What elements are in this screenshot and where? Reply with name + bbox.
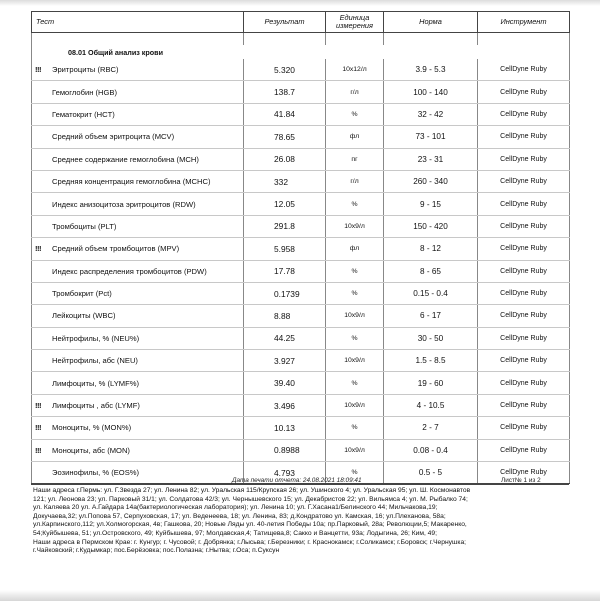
norm-range: 3.9 - 5.3	[384, 59, 478, 81]
header-test: Тест	[32, 12, 244, 33]
norm-range: 9 - 15	[384, 193, 478, 215]
table-row	[32, 350, 570, 372]
test-cell	[32, 81, 244, 103]
result-value: 5.958	[244, 238, 326, 260]
norm-range: 0.08 - 0.4	[384, 439, 478, 461]
unit-value: %	[326, 282, 384, 304]
unit-value: пг	[326, 148, 384, 170]
instrument-name: CellDyne Ruby	[478, 126, 570, 148]
result-value: 12.05	[244, 193, 326, 215]
result-value: 39.40	[244, 372, 326, 394]
test-name: Среднее содержание гемоглобина (MCH)	[52, 154, 199, 164]
test-cell	[32, 103, 244, 125]
test-name: Тромбоциты (PLT)	[52, 221, 117, 231]
group-row	[32, 45, 570, 59]
test-cell	[32, 394, 244, 416]
norm-range: 260 - 340	[384, 170, 478, 192]
test-cell	[32, 282, 244, 304]
test-cell	[32, 126, 244, 148]
result-value: 0.1739	[244, 282, 326, 304]
table-row	[32, 417, 570, 439]
instrument-name: CellDyne Ruby	[478, 260, 570, 282]
test-name: Эозинофилы, % (EOS%)	[52, 468, 140, 478]
print-date: Дата печати отчета: 24.08.2021 18:09:41	[232, 477, 362, 484]
table-header-row	[32, 12, 570, 33]
norm-range: 0.5 - 5	[384, 462, 478, 484]
table-row	[32, 439, 570, 461]
norm-range: 2 - 7	[384, 417, 478, 439]
addresses-block	[33, 487, 569, 556]
result-value: 4.793	[244, 462, 326, 484]
page-shadow-bottom	[0, 590, 600, 601]
spacer-cell	[32, 33, 244, 46]
norm-range: 100 - 140	[384, 81, 478, 103]
instrument-name: CellDyne Ruby	[478, 462, 570, 484]
test-name: Нейтрофилы, абс (NEU)	[52, 356, 138, 366]
instrument-name: CellDyne Ruby	[478, 193, 570, 215]
test-name: Гематокрит (HCT)	[52, 109, 115, 119]
norm-range: 8 - 65	[384, 260, 478, 282]
test-cell	[32, 260, 244, 282]
header-unit-line1: Единица	[339, 13, 370, 22]
group-title-cell	[32, 45, 570, 59]
norm-range: 23 - 31	[384, 148, 478, 170]
test-cell	[32, 215, 244, 237]
address-line: ул.Карпинского,112; ул.Холмогорская, 4в; Гашкова, 20; Новые Ляды ул. 40-летия Победы 10а; пр.Парковый, 28а; Революции,5; Макаренко,	[33, 521, 467, 529]
unit-value: %	[326, 193, 384, 215]
unit-value: г/л	[326, 81, 384, 103]
unit-value: %	[326, 327, 384, 349]
result-value: 3.496	[244, 394, 326, 416]
instrument-name: CellDyne Ruby	[478, 305, 570, 327]
result-value: 78.65	[244, 126, 326, 148]
abnormal-flag: !!!	[35, 423, 42, 433]
results-table	[31, 11, 570, 484]
test-cell	[32, 193, 244, 215]
test-cell	[32, 327, 244, 349]
header-instrument: Инструмент	[478, 12, 570, 33]
test-name: Моноциты, абс (MON)	[52, 445, 130, 455]
result-value: 17.78	[244, 260, 326, 282]
table-row	[32, 193, 570, 215]
table-row	[32, 81, 570, 103]
result-value: 291.8	[244, 215, 326, 237]
test-name: Средний объем тромбоцитов (MPV)	[52, 244, 180, 254]
header-unit	[326, 12, 384, 33]
spacer-cell	[478, 33, 570, 46]
instrument-name: CellDyne Ruby	[478, 439, 570, 461]
address-line: г.Чайковский; г.Кудымкар; пос.Берёзовка; пос.Полазна; г.Нытва; г.Оса; п.Суксун	[33, 547, 280, 555]
unit-value: %	[326, 372, 384, 394]
abnormal-flag: !!!	[35, 401, 42, 411]
address-line: Докучаева,32; ул.Попова 57, Серпуховская, 17; ул. Веденеева, 18; ул. Ленина, 83; д.Кондратово ул. Камская, 16; ул.Плеханова, 58а;	[33, 512, 446, 520]
unit-value: г/л	[326, 170, 384, 192]
test-name: Средний объем эритроцита (MCV)	[52, 132, 175, 142]
test-cell	[32, 439, 244, 461]
test-name: Лейкоциты (WBC)	[52, 311, 116, 321]
test-name: Нейтрофилы, % (NEU%)	[52, 333, 140, 343]
test-cell	[32, 170, 244, 192]
unit-value: %	[326, 103, 384, 125]
test-cell	[32, 238, 244, 260]
table-row	[32, 327, 570, 349]
unit-value: 10x9/л	[326, 305, 384, 327]
table-row	[32, 305, 570, 327]
instrument-name: CellDyne Ruby	[478, 238, 570, 260]
address-line: Наши адреса в Пермском Крае: г. Кунгур; г. Чусовой; г. Добрянка; г.Лысьва; г.Березники; г. Краснокамск; г.Соликамск; г.Боровск; г.Чернушка;	[33, 538, 467, 546]
result-value: 8.88	[244, 305, 326, 327]
instrument-name: CellDyne Ruby	[478, 81, 570, 103]
spacer-cell	[384, 33, 478, 46]
test-name: Индекс распределения тромбоцитов (PDW)	[52, 266, 207, 276]
test-cell	[32, 148, 244, 170]
unit-value: 10x9/л	[326, 350, 384, 372]
result-value: 41.84	[244, 103, 326, 125]
norm-range: 6 - 17	[384, 305, 478, 327]
table-row	[32, 170, 570, 192]
unit-value: %	[326, 462, 384, 484]
instrument-name: CellDyne Ruby	[478, 327, 570, 349]
table-row	[32, 59, 570, 81]
test-name: Моноциты, % (MON%)	[52, 423, 132, 433]
header-norm: Норма	[384, 12, 478, 33]
test-name: Лимфоциты , абс (LYMF)	[52, 401, 140, 411]
spacer-cell	[244, 33, 326, 46]
test-cell	[32, 350, 244, 372]
unit-value: фл	[326, 126, 384, 148]
abnormal-flag: !!!	[35, 244, 42, 254]
norm-range: 4 - 10.5	[384, 394, 478, 416]
test-name: Эритроциты (RBC)	[52, 65, 119, 75]
header-unit-line2: измерения	[336, 21, 373, 30]
page-shadow-top	[0, 0, 600, 6]
footer-divider	[31, 484, 569, 485]
address-line: 54;Куйбышева, 51; ул.Островского, 49; Куйбышева, 97; Молдавская,4; Татищева,8; Сакко и Ванцетти, 93а; Лодыгина, 26; Ким, 49;	[33, 529, 437, 537]
result-value: 5.320	[244, 59, 326, 81]
norm-range: 0.15 - 0.4	[384, 282, 478, 304]
table-row	[32, 394, 570, 416]
table-row	[32, 126, 570, 148]
instrument-name: CellDyne Ruby	[478, 372, 570, 394]
unit-value: 10x12/л	[326, 59, 384, 81]
test-name: Индекс анизоцитоза эритроцитов (RDW)	[52, 199, 196, 209]
test-cell	[32, 305, 244, 327]
unit-value: фл	[326, 238, 384, 260]
norm-range: 30 - 50	[384, 327, 478, 349]
instrument-name: CellDyne Ruby	[478, 148, 570, 170]
test-name: Гемоглобин (HGB)	[52, 87, 118, 97]
table-row	[32, 260, 570, 282]
norm-range: 19 - 60	[384, 372, 478, 394]
address-line: ул. Каляева 20 ул. А.Гайдара 14а(бактериологическая лаборатория); ул. Ленина 10; ул. Г.Хасана1/Белинского 44; Мильчакова,19;	[33, 504, 438, 512]
instrument-name: CellDyne Ruby	[478, 394, 570, 416]
lab-report	[31, 11, 569, 484]
sheet-number: Лист№ 1 из 2	[501, 477, 541, 484]
table-row	[32, 103, 570, 125]
address-line: Наши адреса г.Пермь: ул. Г.Звезда 27; ул. Ленина 82; ул. Уральская 115/Крупская 26; ул. Ушинского 4; ул. Уральская 95; ул. Ш. Космонавтов	[33, 487, 471, 494]
result-value: 0.8988	[244, 439, 326, 461]
norm-range: 150 - 420	[384, 215, 478, 237]
table-row	[32, 215, 570, 237]
unit-value: %	[326, 417, 384, 439]
test-name: Тромбокрит (Pct)	[52, 289, 112, 299]
norm-range: 8 - 12	[384, 238, 478, 260]
instrument-name: CellDyne Ruby	[478, 59, 570, 81]
instrument-name: CellDyne Ruby	[478, 350, 570, 372]
test-name: Лимфоциты, % (LYMF%)	[52, 378, 140, 388]
result-value: 3.927	[244, 350, 326, 372]
table-row	[32, 282, 570, 304]
group-title: 08.01 Общий анализ крови	[68, 47, 164, 57]
result-value: 138.7	[244, 81, 326, 103]
result-value: 332	[244, 170, 326, 192]
result-value: 44.25	[244, 327, 326, 349]
unit-value: 10x9/л	[326, 215, 384, 237]
instrument-name: CellDyne Ruby	[478, 282, 570, 304]
test-name: Средняя концентрация гемоглобина (MCHC)	[52, 177, 211, 187]
spacer-cell	[326, 33, 384, 46]
address-line: 121; ул. Леонова 23; ул. Парковый 31/1; ул. Солдатова 42/3; ул. Чернышевского 15; ул. Декабристов 22; ул. Вильямса 4; ул. М. Рыбалко 74;	[33, 495, 468, 503]
result-value: 10.13	[244, 417, 326, 439]
test-cell	[32, 372, 244, 394]
test-cell	[32, 462, 244, 484]
instrument-name: CellDyne Ruby	[478, 417, 570, 439]
table-row	[32, 148, 570, 170]
unit-value: 10x9/л	[326, 439, 384, 461]
result-value: 26.08	[244, 148, 326, 170]
test-cell	[32, 59, 244, 81]
test-cell	[32, 417, 244, 439]
abnormal-flag: !!!	[35, 65, 42, 75]
header-result: Результат	[244, 12, 326, 33]
instrument-name: CellDyne Ruby	[478, 170, 570, 192]
norm-range: 73 - 101	[384, 126, 478, 148]
abnormal-flag: !!!	[35, 445, 42, 455]
spacer-row	[32, 33, 570, 46]
table-row	[32, 372, 570, 394]
instrument-name: CellDyne Ruby	[478, 103, 570, 125]
table-row	[32, 238, 570, 260]
unit-value: %	[326, 260, 384, 282]
unit-value: 10x9/л	[326, 394, 384, 416]
norm-range: 1.5 - 8.5	[384, 350, 478, 372]
instrument-name: CellDyne Ruby	[478, 215, 570, 237]
norm-range: 32 - 42	[384, 103, 478, 125]
